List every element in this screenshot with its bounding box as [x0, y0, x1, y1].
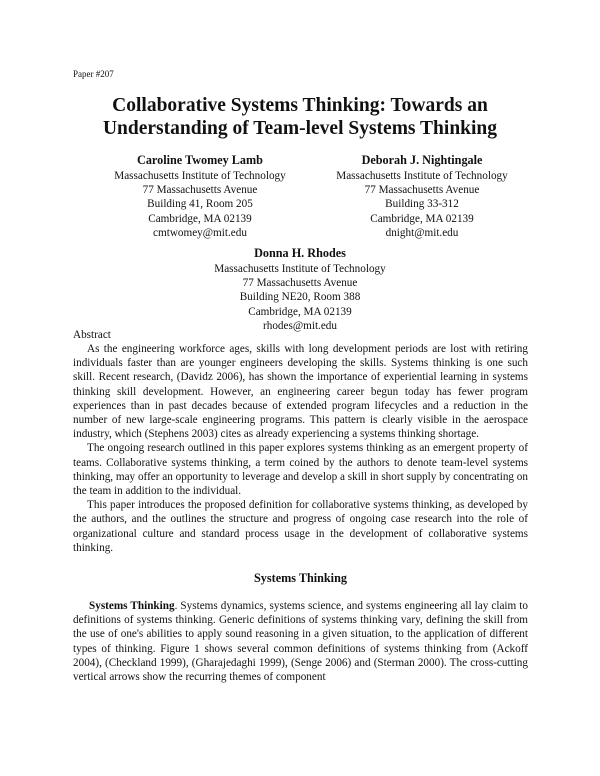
title-line-2: Understanding of Team-level Systems Thinking	[102, 118, 498, 139]
abstract-paragraph: The ongoing research outlined in this paper explores systems thinking as an emergent property of teams. Collaborative systems thinking, a term coined by the authors to denote team-level systems thinking, may offer an opportunity to leverage and develop a skill in short supply by concentrating on the team in addition to the individual.	[73, 442, 528, 498]
author-email: dnight@mit.edu	[385, 226, 459, 239]
paper-title	[40, 94, 560, 140]
author-block-nightingale	[292, 153, 552, 240]
author-affiliation: Massachusetts Institute of Technology	[114, 170, 286, 182]
author-affiliation: Massachusetts Institute of Technology	[336, 170, 508, 182]
section-body	[73, 599, 528, 684]
author-city: Cambridge, MA 02139	[248, 305, 352, 318]
run-in-heading: Systems Thinking	[89, 600, 175, 612]
author-street: 77 Massachusetts Avenue	[364, 184, 480, 197]
author-city: Cambridge, MA 02139	[148, 212, 252, 225]
author-block-lamb	[70, 153, 330, 240]
author-name: Caroline Twomey Lamb	[137, 153, 263, 167]
author-street: 77 Massachusetts Avenue	[142, 184, 258, 197]
abstract-body	[73, 342, 528, 555]
author-city: Cambridge, MA 02139	[370, 212, 474, 225]
abstract-label: Abstract	[73, 329, 111, 341]
author-block-rhodes	[170, 246, 430, 333]
section-heading: Systems Thinking	[254, 571, 347, 585]
title-line-1: Collaborative Systems Thinking: Towards an	[112, 95, 488, 116]
author-building: Building NE20, Room 388	[239, 291, 361, 304]
author-email: rhodes@mit.edu	[263, 319, 337, 332]
author-email: cmtwomey@mit.edu	[153, 226, 247, 239]
author-affiliation: Massachusetts Institute of Technology	[214, 263, 386, 275]
author-building: Building 33-312	[385, 198, 459, 211]
author-street: 77 Massachusetts Avenue	[242, 277, 358, 290]
author-name: Deborah J. Nightingale	[361, 153, 483, 167]
author-name: Donna H. Rhodes	[254, 246, 346, 260]
abstract-paragraph: This paper introduces the proposed definition for collaborative systems thinking, as developed by the authors, and the outlines the structure and progress of ongoing case research into the role of organizational culture and standard process usage in the development of collaborative systems thinking.	[73, 499, 528, 554]
section-paragraph	[73, 599, 528, 684]
abstract-paragraph: As the engineering workforce ages, skills with long development periods are lost with retiring individuals faster than are younger engineers developing the skills. Systems thinking is one such skill. Recent research, (Davidz 2006), has shown the importance of experiential learning in systems thinking skill development. However, an engineering career begun today has fewer program experiences than in past decades because of extended program lifecycles and a reduction in the number of new large-scale engineering programs. This pattern is clearly visible in the aerospace industry, which (Stephens 2003) cites as already experiencing a systems thinking shortage.	[73, 343, 528, 441]
author-building: Building 41, Room 205	[147, 198, 253, 211]
paper-number: Paper #207	[73, 69, 114, 79]
section-paragraph-text: . Systems dynamics, systems science, and systems engineering all lay claim to definitions of systems thinking. Generic definitions of systems thinking vary, defining the skill from the use of one's abilities to apply sound reasoning in a given situation, to the application of different types of thinking. Figure 1 shows several common definitions of systems thinking from (Ackoff 2004), (Checkland 1999), (Gharajedaghi 1999), (Senge 2006) and (Sterman 2000). The cross-cutting vertical arrows show the recurring themes of component	[73, 600, 528, 684]
